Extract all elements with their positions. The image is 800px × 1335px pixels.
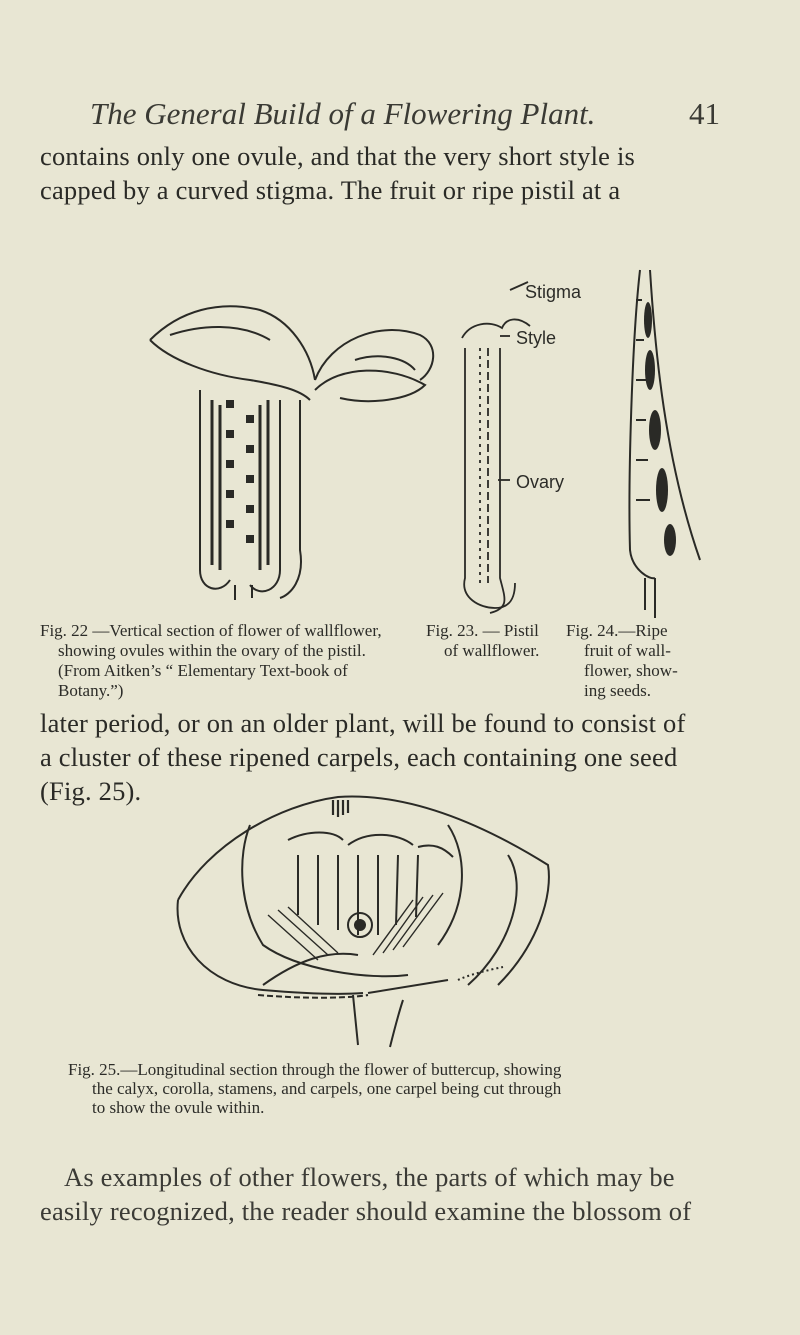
caption-line: to show the ovule within. — [92, 1098, 265, 1117]
figure-23-pistil — [440, 278, 610, 618]
caption-fig-25 — [68, 1060, 728, 1117]
figure-22-wallflower-section — [140, 280, 440, 610]
caption-fig-22 — [40, 621, 420, 701]
page-number: 41 — [689, 96, 720, 131]
paragraph-1 — [40, 139, 760, 207]
text-line: a cluster of these ripened carpels, each containing one seed — [40, 742, 678, 772]
caption-fig-24 — [566, 621, 756, 701]
caption-line: fruit of wall- — [584, 641, 671, 660]
text-line: later period, or on an older plant, will be found to consist of — [40, 708, 686, 738]
text-line: contains only one ovule, and that the very short style is — [40, 141, 636, 171]
label-stigma: Stigma — [525, 282, 582, 302]
caption-line: Fig. 23. — Pistil — [426, 621, 539, 640]
caption-line: Botany.”) — [58, 681, 124, 700]
figure-24-ripe-fruit — [610, 260, 710, 620]
caption-line: flower, show- — [584, 661, 678, 680]
caption-line: Fig. 25.—Longitudinal section through the flower of buttercup, showing — [68, 1060, 562, 1079]
caption-line: ing seeds. — [584, 681, 652, 700]
caption-line: Fig. 24.—Ripe — [566, 621, 668, 640]
caption-line: of wallflower. — [444, 641, 540, 660]
text-line: easily recognized, the reader should examine the blossom of — [40, 1196, 692, 1226]
paragraph-3 — [40, 1160, 760, 1228]
caption-fig-23 — [426, 621, 566, 661]
label-ovary: Ovary — [516, 472, 565, 492]
text-line: (Fig. 25). — [40, 776, 142, 806]
caption-line: (From Aitken’s “ Elementary Text-book of — [58, 661, 348, 680]
running-head — [90, 96, 720, 136]
text-line: capped by a curved stigma. The fruit or ripe pistil at a — [40, 175, 621, 205]
label-style: Style — [516, 328, 557, 348]
caption-line: the calyx, corolla, stamens, and carpels, one carpel being cut through — [92, 1079, 562, 1098]
caption-line: showing ovules within the ovary of the pistil. — [58, 641, 366, 660]
figure-25-buttercup-section — [168, 785, 558, 1055]
text-line: As examples of other flowers, the parts of which may be — [64, 1162, 675, 1192]
chapter-title: The General Build of a Flowering Plant. — [90, 96, 596, 131]
caption-line: Fig. 22 —Vertical section of flower of wallflower, — [40, 621, 382, 640]
